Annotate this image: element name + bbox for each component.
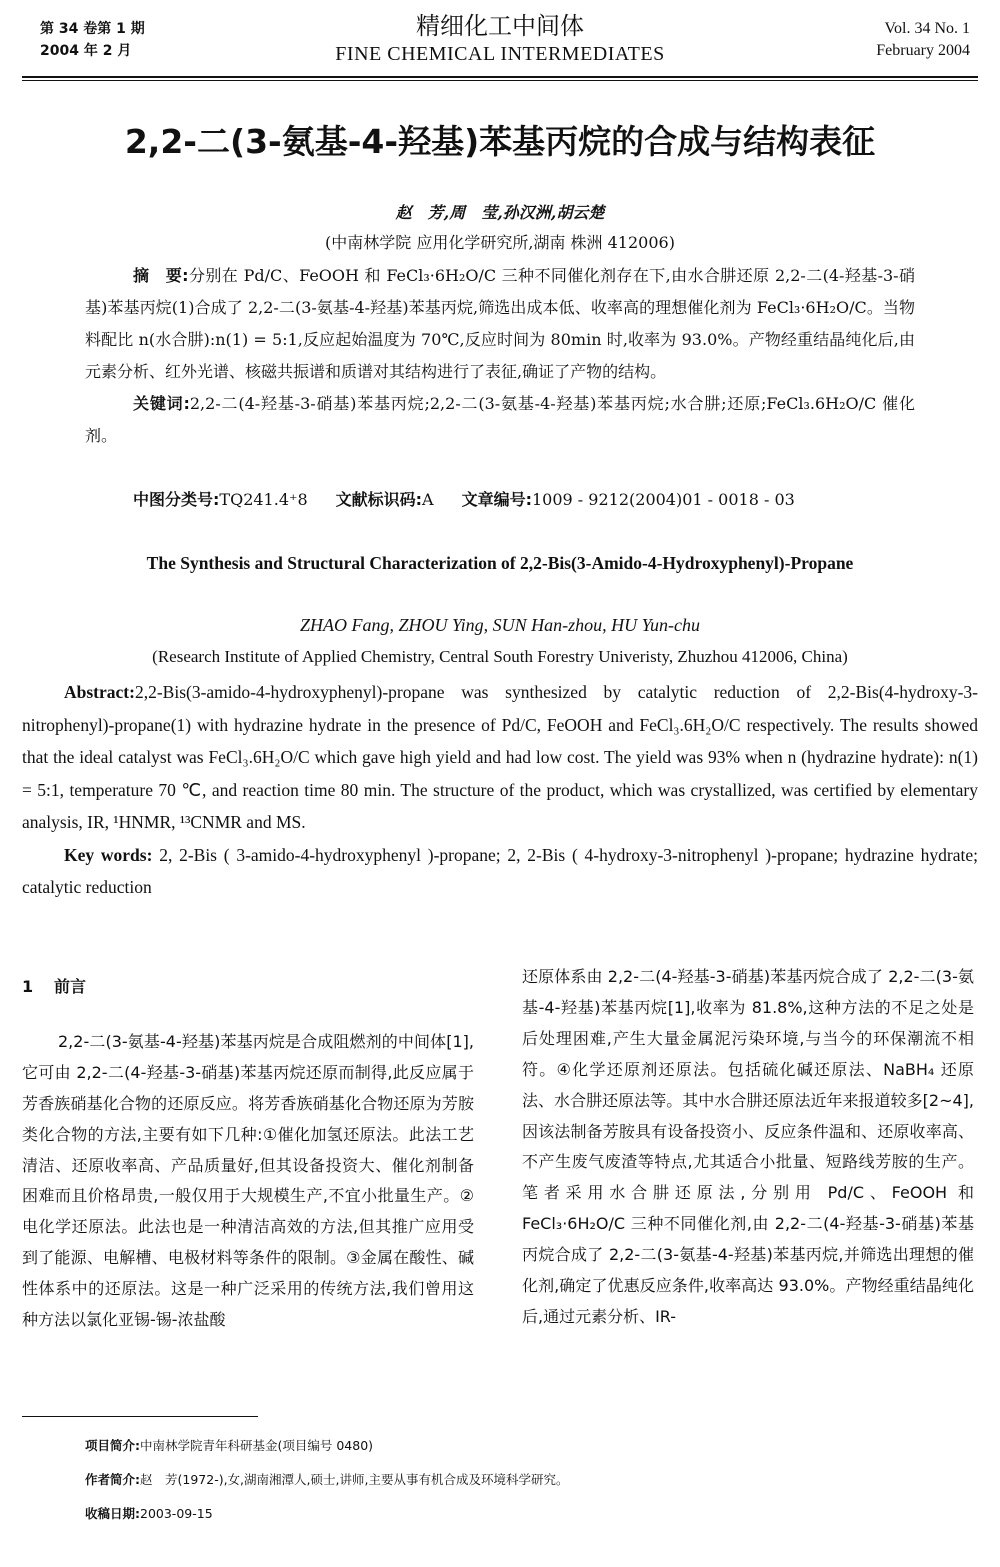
section-heading xyxy=(22,972,474,1003)
body-paragraph-right: 还原体系由 2,2-二(4-羟基-3-硝基)苯基丙烷合成了 2,2-二(3-氨基-4-羟基)苯基丙烷[1],收率为 81.8%,这种方法的不足之处是后处理困难,产生大量金属泥污染环境,与当今的环保潮流不相符。④化学还原剂还原法。包括硫化碱还原法、NaBH₄ 还原法、水合肼还原法等。其中水合肼还原法近年来报道较多[2~4],因该法制备芳胺具有设备投资小、反应条件温和、还原收率高、不产生废气废渣等特点,尤其适合小批量、短路线芳胺的生产。笔者采用水合肼还原法,分别用 Pd/C、FeOOH 和 FeCl₃·6H₂O/C 三种不同催化剂,由 2,2-二(4-羟基-3-硝基)苯基丙烷合成了 2,2-二(3-氨基-4-羟基)苯基丙烷,并筛选出理想的催化剂,确定了优惠反应条件,收率高达 93.0%。产物经重结晶纯化后,通过元素分析、IR- xyxy=(522,967,974,1326)
doc-code-label: 文献标识码: xyxy=(335,490,423,509)
keywords-cn-text: 2,2-二(4-羟基-3-硝基)苯基丙烷;2,2-二(3-氨基-4-羟基)苯基丙烷;水合肼;还原;FeCl₃.6H₂O/C 催化剂。 xyxy=(85,394,915,445)
date-cn: 2004 年 2 月 xyxy=(40,43,132,59)
author-info-text: 赵 芳(1972-),女,湖南湘潭人,硕士,讲师,主要从事有机合成及环境科学研究。 xyxy=(140,1472,569,1487)
affiliation-en: (Research Institute of Applied Chemistry, Central South Forestry Univeristy, Zhuzhou 412006, China) xyxy=(152,647,848,666)
abstract-en-label: Abstract: xyxy=(64,682,135,702)
abstract-cn-paragraph xyxy=(85,260,915,388)
received-label: 收稿日期: xyxy=(85,1506,140,1521)
article-title: 2,2-二(3-氨基-4-羟基)苯基丙烷的合成与结构表征 xyxy=(124,122,876,161)
body-column-left xyxy=(22,962,474,1336)
abstract-en xyxy=(22,676,978,904)
header-rule-bottom xyxy=(22,80,978,81)
doc-code-value: A xyxy=(422,490,434,509)
running-header xyxy=(0,8,1000,74)
keywords-en-text: 2, 2-Bis ( 3-amido-4-hydroxyphenyl )-propane; 2, 2-Bis ( 4-hydroxy-3-nitrophenyl )-propane; hydrazine hydrate; catalytic reduction xyxy=(22,844,979,897)
clc-value: TQ241.4⁺8 xyxy=(219,490,308,509)
abstract-en-paragraph xyxy=(22,676,978,839)
author-info-label: 作者简介: xyxy=(85,1472,140,1487)
abstract-cn-text: 分别在 Pd/C、FeOOH 和 FeCl₃·6H₂O/C 三种不同催化剂存在下,由水合肼还原 2,2-二(4-羟基-3-硝基)苯基丙烷(1)合成了 2,2-二(3-氨基-4-羟基)苯基丙烷,筛选出成本低、收率高的理想催化剂为 FeCl₃·6H₂O/C。当物料配比 n(水合肼):n(1) = 5:1,反应起始温度为 70℃,反应时间为 80min 时,收率为 93.0%。产物经重结晶纯化后,由元素分析、红外光谱、核磁共振谱和质谱对其结构进行了表征,确证了产物的结构。 xyxy=(85,266,915,381)
volume-cn: 第 34 卷第 1 期 xyxy=(40,21,145,37)
keywords-cn-label: 关键词: xyxy=(133,394,190,413)
abstract-cn xyxy=(85,260,915,452)
header-right xyxy=(876,18,970,62)
header-center xyxy=(0,10,1000,66)
header-rule-top xyxy=(22,76,978,78)
body-paragraph-left: 2,2-二(3-氨基-4-羟基)苯基丙烷是合成阻燃剂的中间体[1],它可由 2,2-二(4-羟基-3-硝基)苯基丙烷还原而制得,此反应属于芳香族硝基化合物的还原反应。将芳香族硝基化合物还原为芳胺类化合物的方法,主要有如下几种:①催化加氢还原法。此法工艺清洁、还原收率高、产品质量好,但其设备投资大、催化剂制备困难而且价格昂贵,一般仅用于大规模生产,不宜小批量生产。②电化学还原法。此法也是一种清洁高效的方法,但其推广应用受到了能源、电解槽、电极材料等条件的限制。③金属在酸性、碱性体系中的还原法。这是一种广泛采用的传统方法,我们曾用这种方法以氯化亚锡-锡-浓盐酸 xyxy=(22,1031,474,1330)
footnote-rule xyxy=(22,1416,258,1417)
date-en: February 2004 xyxy=(876,42,970,59)
abstract-cn-label: 摘 要: xyxy=(133,266,189,285)
volume-en: Vol. 34 No. 1 xyxy=(884,20,970,37)
funding-label: 项目简介: xyxy=(85,1438,140,1453)
funding-text: 中南林学院青年科研基金(项目编号 0480) xyxy=(140,1438,374,1453)
journal-name-en: FINE CHEMICAL INTERMEDIATES xyxy=(335,43,665,65)
journal-name-cn: 精细化工中间体 xyxy=(416,12,584,40)
author-list: 赵 芳,周 莹,孙汉洲,胡云楚 xyxy=(395,203,605,222)
abstract-en-text: 2,2-Bis(3-amido-4-hydroxyphenyl)-propane was synthesized by catalytic reduction of 2,2-Bis(4-hydroxy-3-nitrophenyl)-propane(1) with hydrazine hydrate in the presence of Pd/C, FeOOH and FeCl₃.6H₂O/C respectively. The results showed that the ideal catalyst was FeCl₃.6H₂O/C which gave high yield and had low cost. The yield was 93% when n (hydrazine hydrate): n(1) = 5:1, temperature 70 ℃, and reaction time 80 min. The structure of the product, which was crystallized, was certified by elementary analysis, IR, ¹HNMR, ¹³CNMR and MS. xyxy=(22,682,978,832)
affiliation: (中南林学院 应用化学研究所,湖南 株洲 412006) xyxy=(325,233,675,252)
classification-line xyxy=(133,486,795,514)
keywords-cn-paragraph xyxy=(85,388,915,452)
article-id-value: 1009 - 9212(2004)01 - 0018 - 03 xyxy=(532,490,795,509)
footnote-funding xyxy=(85,1436,373,1456)
keywords-en-label: Key words: xyxy=(64,844,153,865)
body-column-right xyxy=(522,962,974,1333)
article-id-label: 文章编号: xyxy=(461,490,532,509)
section-title: 前言 xyxy=(54,977,87,996)
received-date: 2003-09-15 xyxy=(140,1506,213,1521)
author-list-en: ZHAO Fang, ZHOU Ying, SUN Han-zhou, HU Yun-chu xyxy=(299,615,701,635)
clc-label: 中图分类号: xyxy=(133,490,220,509)
article-title-en: The Synthesis and Structural Characterization of 2,2-Bis(3-Amido-4-Hydroxyphenyl)-Propane xyxy=(146,553,854,573)
keywords-en-paragraph xyxy=(22,839,978,904)
footnote-received xyxy=(85,1504,213,1524)
footnote-author xyxy=(85,1470,568,1490)
section-number: 1 xyxy=(22,977,34,996)
